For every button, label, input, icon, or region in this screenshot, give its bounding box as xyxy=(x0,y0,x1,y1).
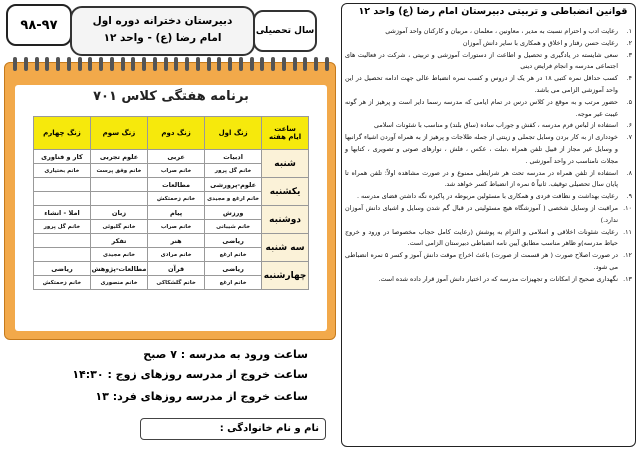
lesson-cell: قرآن xyxy=(148,262,205,276)
lesson-cell: مطالعات xyxy=(148,178,205,192)
rule-text: کسب حداقل نمره کتبی ۱۸ در هر یک از دروس و کسب نمره انضباط عالی جهت ادامه تحصیل در این واحد آموزشی الزامی می باشد. xyxy=(345,74,618,94)
rule-item xyxy=(345,132,632,167)
rule-text: رعایت ادب و احترام نسبت به مدیر ، معاونین ، معلمان ، مربیان و کارکنان واحد آموزشی xyxy=(385,27,618,35)
schedule-corner-header: ساعت ایام هفته xyxy=(262,117,309,150)
school-year-badge: ۹۸-۹۷ xyxy=(6,4,72,46)
teacher-cell: خانم گلبوئی xyxy=(90,220,147,234)
lesson-cell: تفکر xyxy=(90,234,147,248)
lesson-cell: علوم تجربی xyxy=(90,150,147,164)
teacher-cell: خانم مجیدی xyxy=(90,248,147,262)
exit-time-even-days: ساعت خروج از مدرسه روزهای زوج : ۱۴:۳۰ xyxy=(72,368,308,381)
lesson-cell xyxy=(34,234,91,248)
rule-text: نگهداری صحیح از امکانات و تجهیزات مدرسه که در اختیار دانش آموز قرار داده شده است. xyxy=(378,274,618,283)
teacher-cell: خانم ارغع xyxy=(205,276,262,290)
teacher-cell: خانم گل پرور xyxy=(34,220,91,234)
rule-text: رعایت شئونات اخلاقی و اسلامی و التزام به پوشش (رعایت کامل حجاب مخصوصا در ورود و خروج حیاط مدرسه)و ظاهر مناسب مطابق آیین نامه انضباطی دبیرستان الزامی است. xyxy=(345,227,618,248)
lesson-cell: عربی xyxy=(148,150,205,164)
lesson-cell: ریاضی xyxy=(205,234,262,248)
school-year-label: سال تحصیلی xyxy=(253,10,317,52)
schedule-notepad xyxy=(4,62,336,340)
rule-number: ۳. xyxy=(626,50,632,59)
teacher-cell: خانم صراب xyxy=(148,220,205,234)
column-header: زنگ چهارم xyxy=(34,117,91,150)
lesson-cell: ادبیات xyxy=(205,150,262,164)
lesson-cell: مطالعات-پژوهش xyxy=(90,262,147,276)
day-label: یکشنبه xyxy=(262,178,309,206)
lesson-cell xyxy=(90,178,147,192)
rule-item xyxy=(345,250,632,274)
school-name-line2: امام رضا (ع) - واحد ۱۲ xyxy=(103,32,222,44)
rule-item xyxy=(345,168,632,192)
school-name-box xyxy=(70,6,255,56)
rule-number: ۱۱. xyxy=(623,227,632,236)
rule-number: ۹. xyxy=(626,192,632,201)
rule-number: ۶. xyxy=(626,121,632,130)
rule-number: ۵. xyxy=(626,97,632,106)
column-header: زنگ دوم xyxy=(148,117,205,150)
column-header: زنگ سوم xyxy=(90,117,147,150)
rule-item xyxy=(345,97,632,121)
student-name-field[interactable]: نام و نام خانوادگی : xyxy=(140,418,326,440)
rule-item xyxy=(345,50,632,74)
day-label: دوشنبه xyxy=(262,206,309,234)
rule-text: خودداری از به کار بردن وسایل تجملی و زینتی از جمله طلاجات و پرهیز از به همراه آوردن اشیاء گرانبها و وسایل غیر مجاز از قبیل تلفن همراه ،تبلت ، عکس ، فلش ، نوارهای صوتی و تصویری ، کتابها و مجلات نامناسب در واحد آموزشی . xyxy=(345,133,618,165)
teacher-cell: خانم صراب xyxy=(148,164,205,178)
rule-number: ۴. xyxy=(626,74,632,83)
rule-number: ۱۲. xyxy=(623,251,632,260)
teacher-cell: خانم وفق پرست xyxy=(90,164,147,178)
rule-number: ۲. xyxy=(626,38,632,47)
rule-text: سعی شایسته در یادگیری و تحصیل و اطاعت از دستورات آموزشی و تربیتی ، شرکت در فعالیت های اجتماعی مدرسه و انجام فرایض دینی xyxy=(345,50,618,71)
rule-text: رعایت حسن رفتار و اخلاق و همکاری با سایر دانش آموزان xyxy=(462,38,618,47)
teacher-cell xyxy=(34,248,91,262)
lesson-cell xyxy=(34,178,91,192)
teacher-cell: خانم شیبانی xyxy=(205,220,262,234)
day-label: شنبه xyxy=(262,150,309,178)
lesson-cell: املا - انشاء xyxy=(34,206,91,220)
teacher-cell xyxy=(34,192,91,206)
lesson-cell: پیام xyxy=(148,206,205,220)
teacher-cell: خانم زحمتکش xyxy=(148,192,205,206)
exit-time-odd-days: ساعت خروج از مدرسه روزهای فرد: ۱۳ xyxy=(95,390,308,403)
rule-number: ۸. xyxy=(626,168,632,177)
rule-number: ۱۰. xyxy=(623,203,632,212)
rule-text: حضور مرتب و به موقع در کلاس درس در تمام ایامی که مدرسه رسما دایر است و پرهیز از هر گونه غیبت غیر موجه. xyxy=(345,97,618,118)
teacher-cell: خانم ارغع و مجیدی xyxy=(205,192,262,206)
rule-number: ۷. xyxy=(626,133,632,142)
rule-text: استفاده از تلفن همراه در مدرسه تحت هر شرایطی ممنوع و در صورت مشاهده اولاً: تلفن همراه تا پایان سال تحصیلی توقیف. ثانیاً ۵ نمره از انضباط کسر خواهد شد. xyxy=(345,168,618,189)
teacher-cell xyxy=(90,192,147,206)
rule-item xyxy=(345,73,632,97)
column-header: زنگ اول xyxy=(205,117,262,150)
rule-item xyxy=(345,203,632,227)
lesson-cell: ریاضی xyxy=(34,262,91,276)
lesson-cell: ورزش xyxy=(205,206,262,220)
lesson-cell: کار و فناوری xyxy=(34,150,91,164)
teacher-cell: خانم ارغع xyxy=(205,248,262,262)
rule-item xyxy=(345,274,632,286)
rules-title: قوانین انضباطی و تربیتی دبیرستان امام رضا (ع) واحد ۱۲ xyxy=(358,6,628,17)
teacher-cell: خانم گلشکاکی xyxy=(148,276,205,290)
lesson-cell: ریاضی xyxy=(205,262,262,276)
teacher-cell: خانم زحمتکش xyxy=(34,276,91,290)
rule-text: در صورت اصلاح صورت ( هر قسمت از صورت) باعث اخراج موقت دانش آموز و کسر ۵ نمره انضباطی می شود. xyxy=(345,251,618,271)
rule-item xyxy=(345,26,632,38)
rule-text: استفاده از لباس فرم مدرسه ، کفش و جوراب ساده (ساق بلند) و مناسب با شئونات اسلامی xyxy=(374,121,618,130)
day-label: چهارشنبه xyxy=(262,262,309,290)
rule-item xyxy=(345,120,632,132)
notepad-paper xyxy=(15,85,327,331)
rule-text: رعایت بهداشت و نظافت فردی و همکاری با مسئولین مربوطه در پاکیزه نگه داشتن فضای مدرسه . xyxy=(356,192,618,201)
lesson-cell: زبان xyxy=(90,206,147,220)
day-label: سه شنبه xyxy=(262,234,309,262)
rule-number: ۱. xyxy=(626,27,632,35)
teacher-cell: خانم بختیاری xyxy=(34,164,91,178)
schedule-title: برنامه هفتگی کلاس ۷۰۱ xyxy=(93,89,249,104)
teacher-cell: خانم مرادی xyxy=(148,248,205,262)
rules-list xyxy=(345,26,632,286)
arrival-time: ساعت ورود به مدرسه : ۷ صبح xyxy=(143,348,308,361)
teacher-cell: خانم گل پرور xyxy=(205,164,262,178)
rule-item xyxy=(345,191,632,203)
rule-item xyxy=(345,38,632,50)
lesson-cell: علوم-پرورشی xyxy=(205,178,262,192)
rule-item xyxy=(345,227,632,251)
notepad-binding xyxy=(13,57,329,69)
rule-number: ۱۳. xyxy=(623,274,632,283)
lesson-cell: هنر xyxy=(148,234,205,248)
weekly-schedule-table xyxy=(33,116,309,290)
school-name-line1: دبیرستان دخترانه دوره اول xyxy=(92,15,233,27)
teacher-cell: خانم منصوری xyxy=(90,276,147,290)
rule-text: مراقبت از وسایل شخصی ( آموزشگاه هیچ مسئولیتی در قبال گم شدن وسایل و اشیای دانش آموزان ندارد.) xyxy=(345,203,618,224)
